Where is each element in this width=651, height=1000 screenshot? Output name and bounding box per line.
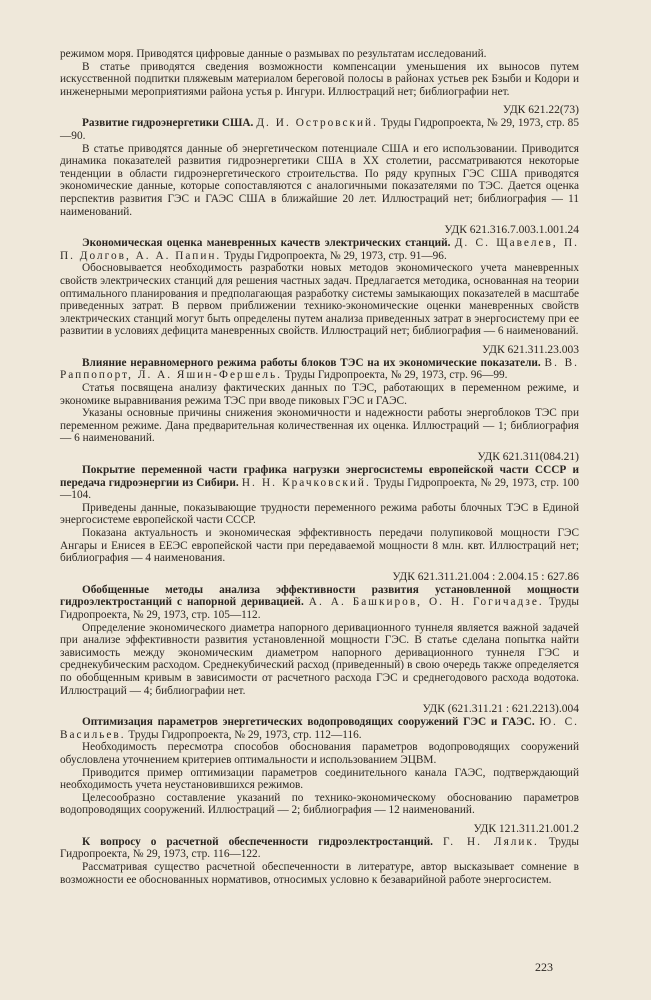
- entry-source: Труды Гидропроекта, № 29, 1973, стр. 100—104.: [60, 476, 580, 502]
- entry-paragraph: Определение экономического диаметра напорного деривационного туннеля является важной задачей при анализе эффективности развития установленной мощности ГЭС. В статье сделана попытка найти зависимость между экономическим диаметром напорного деривационного туннеля ГЭС и среднекубическим расходом. Среднекубический расход (приведенный) в свою очередь также определяется по обобщенным кривым в зависимости от расчетного расхода ГЭС и среднегодового расхода водотока. Иллюстраций — 4; библиографии нет.: [60, 621, 579, 697]
- entry-paragraph: Приводится пример оптимизации параметров соединительного канала ГАЭС, подтверждающий необходимость учета неустановившихся режимов.: [60, 766, 579, 792]
- entry-heading: [60, 836, 579, 861]
- entry-source: Труды Гидропроекта, № 29, 1973, стр. 112—116.: [128, 728, 362, 741]
- entry-paragraph: Статья посвящена анализу фактических данных по ТЭС, работающих в переменном режиме, и экономике выравнивания режима ТЭС при вводе пиковых ГЭС и ГАЭС.: [60, 382, 579, 407]
- entry-authors: Ю. С. Васильев.: [60, 716, 579, 741]
- udk-code: УДК 621.316.7.003.1.001.24: [444, 224, 579, 237]
- entry-heading: [60, 716, 579, 741]
- entry-paragraph: В статье приводятся данные об энергетическом потенциале США и его использовании. Приводится динамика показателей развития гидроэнергетики США в XX столетии, рассматриваются некоторые тенденции в области гидроэнергетического строительства. По ряду крупных ГЭС США приводятся экономические данные, которые сопоставляются с аналогичными показателями по ТЭС. Дается оценка перспектив развития ГЭС и ГАЭС США в ближайшие 20 лет. Иллюстраций нет; библиография — 11 наименований.: [60, 142, 579, 218]
- entry-source: Труды Гидропроекта, № 29, 1973, стр. 105—112.: [60, 596, 579, 621]
- entry-title: Влияние неравномерного режима работы блоков ТЭС на их экономические показатели.: [82, 356, 541, 369]
- continuation-text: режимом моря. Приводятся цифровые данные о размывах по результатам исследований.: [60, 48, 487, 60]
- udk-code: УДК 621.311.21.004 : 2.004.15 : 627.86: [392, 570, 579, 583]
- page-number: 223: [535, 960, 553, 974]
- entry-authors: Д. С. Щавелев, П. П. Долгов, А. А. Папин.: [60, 237, 579, 262]
- entry-source: Труды Гидропроекта, № 29, 1973, стр. 116—122.: [60, 835, 579, 861]
- entry-paragraph: Рассматривая существо расчетной обеспеченности в литературе, автор высказывает сомнение в возможности ее обоснованных нормативов, относимых условно к безаварийной работе энергосистем.: [60, 861, 579, 886]
- entry-authors: Д. И. Островский.: [256, 117, 378, 130]
- entry-paragraph: Необходимость пересмотра способов обоснования параметров водопроводящих сооружений обусловлена уточнением критериев оптимальности и использованием ЭЦВМ.: [60, 741, 579, 766]
- abstract-entry: [60, 451, 579, 565]
- abstract-entry: [60, 823, 579, 886]
- entry-title: Покрытие переменной части графика нагрузки энергосистемы европейской части СССР и передача гидроэнергии из Сибири.: [60, 464, 579, 489]
- entry-paragraph: Целесообразно составление указаний по технико-экономическому обоснованию параметров водопроводящих сооружений. Иллюстраций — 2; библиография — 12 наименований.: [60, 791, 579, 817]
- entry-title: Экономическая оценка маневренных качеств электрических станций.: [82, 237, 451, 250]
- entry-source: Труды Гидропроекта, № 29, 1973, стр. 85—90.: [60, 117, 579, 142]
- entry-heading: [60, 464, 579, 502]
- abstract-entry: [60, 571, 579, 697]
- entry-paragraph: Показана актуальность и экономическая эффективность передачи полупиковой мощности ГЭС Ангары и Енисея в ЕЕЭС европейской части при передаваемой мощности 8 млн. квт. Иллюстраций нет; библиография — 4 наименования.: [60, 527, 579, 565]
- udk-code: УДК 121.311.21.001.2: [473, 822, 579, 835]
- entry-title: Обобщенные методы анализа эффективности развития установленной мощности гидроэлектростанций с напорной деривацией.: [60, 583, 579, 609]
- entry-authors: Н. Н. Крачковский.: [241, 476, 371, 489]
- abstract-entry: [60, 104, 579, 218]
- entry-paragraph: Обосновывается необходимость разработки новых методов экономического учета маневренных свойств электрических станций для решения частных задач. Предлагается методика, основанная на теории оптимального планирования и предполагающая разработку системы замыкающих показателей в масштабе приведенных затрат. В первом приближении технико-экономические оценки маневренных свойств электрических станций могут быть определены путем анализа приведенных затрат в энергосистему при ее развитии в условиях дефицита маневренных свойств. Иллюстраций нет; библиография — 6 наименований.: [60, 262, 579, 338]
- abstract-entry: [60, 703, 579, 817]
- udk-code: УДК 621.22(73): [502, 104, 579, 117]
- entry-heading: [60, 357, 579, 382]
- entry-title: Оптимизация параметров энергетических водопроводящих сооружений ГЭС и ГАЭС.: [82, 716, 535, 729]
- entry-title: К вопросу о расчетной обеспеченности гидроэлектростанций.: [82, 835, 434, 848]
- udk-code: УДК 621.311(084.21): [477, 451, 579, 464]
- entry-authors: Г. Н. Лялик.: [442, 835, 539, 848]
- entry-source: Труды Гидропроекта, № 29, 1973, стр. 91—96.: [224, 249, 447, 262]
- entry-heading: [60, 117, 579, 142]
- abstract-entries: [60, 104, 579, 886]
- entry-title: Развитие гидроэнергетики США.: [82, 117, 254, 130]
- abstract-entry: [60, 344, 579, 445]
- entry-heading: [60, 584, 579, 622]
- entry-paragraph: Указаны основные причины снижения экономичности и надежности работы энергоблоков ТЭС при переменном режиме. Дана предварительная количественная их оценка. Иллюстраций — 1; библиография — 6 наименований.: [60, 407, 579, 445]
- udk-code: УДК 621.311.23.003: [482, 343, 579, 356]
- entry-source: Труды Гидропроекта, № 29, 1973, стр. 96—99.: [284, 369, 508, 382]
- entry-paragraph: Приведены данные, показывающие трудности переменного режима работы блочных ТЭС в Единой энергосистеме европейской части СССР.: [60, 501, 579, 527]
- entry-authors: В. В. Раппопорт, Л. А. Яшин-Фершель.: [60, 356, 580, 382]
- entry-authors: А. А. Башкиров, О. Н. Гогичадзе.: [308, 596, 544, 609]
- entry-heading: [60, 237, 579, 262]
- abstract-entry: [60, 224, 579, 338]
- udk-code: УДК (621.311.21 : 621.2213).004: [422, 703, 579, 716]
- continuation-paragraph: В статье приводятся сведения возможности компенсации уменьшения их выносов путем искусственной подпитки пляжевым материалом береговой полосы в районах устьев рек Бзыби и Кодори и инженерными мероприятиями района устья р. Ингури. Иллюстраций нет; библиографии нет.: [60, 60, 579, 98]
